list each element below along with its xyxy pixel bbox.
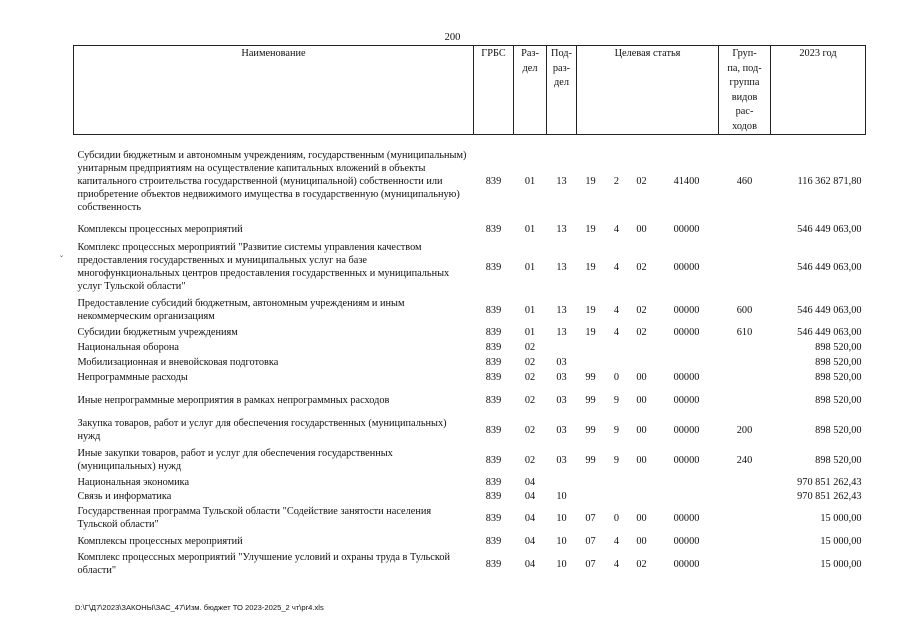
row-target-type [605, 340, 629, 355]
row-target-direction: 00000 [673, 304, 700, 316]
row-target-element [629, 340, 655, 355]
row-expense-type: 240 [736, 454, 753, 466]
row-target-element: 00 [636, 372, 647, 383]
table-row [74, 239, 866, 295]
row-razdel: 04 [524, 558, 536, 570]
row-amount: 970 851 262,43 [797, 476, 862, 488]
row-razdel: 01 [524, 327, 536, 338]
row-expense-type [719, 355, 771, 370]
table-row [74, 325, 866, 340]
row-grbs: 839 [485, 512, 502, 524]
row-grbs: 839 [485, 357, 502, 368]
row-grbs: 839 [485, 424, 502, 436]
row-target-element: 00 [636, 394, 647, 406]
row-expense-type [719, 533, 771, 549]
row-podrazdel: 03 [556, 454, 567, 466]
row-expense-type [719, 370, 771, 385]
row-razdel: 04 [524, 490, 536, 502]
row-target-type: 4 [613, 304, 620, 316]
row-podrazdel: 13 [556, 175, 567, 187]
row-razdel: 01 [524, 261, 536, 273]
table-header-row [74, 46, 866, 135]
row-grbs: 839 [485, 327, 502, 338]
row-amount: 15 000,00 [820, 512, 862, 524]
row-target-element: 02 [636, 327, 647, 338]
row-name: Субсидии бюджетным и автономным учреждениям, государственным (муниципальным) унитарным предприятиям на осуществление капитальных вложений в объекты капитального строительства государственной (муниципальной) собственности или приобретение объектов недвижимого имущества в государственную (муниципальную) собственность [77, 149, 467, 213]
row-name: Национальная оборона [77, 342, 179, 353]
row-amount: 546 449 063,00 [797, 304, 862, 316]
row-amount: 15 000,00 [820, 535, 862, 547]
row-amount: 970 851 262,43 [797, 490, 862, 502]
row-target-type [605, 489, 629, 503]
row-expense-type [719, 239, 771, 295]
row-podrazdel: 03 [556, 424, 567, 436]
row-target-direction: 00000 [673, 261, 700, 273]
row-amount: 546 449 063,00 [797, 223, 862, 235]
row-expense-type [719, 340, 771, 355]
row-podrazdel: 10 [556, 512, 567, 524]
row-target-element: 02 [636, 304, 647, 316]
row-razdel: 01 [524, 223, 536, 235]
row-razdel: 02 [524, 372, 536, 383]
row-target-program: 07 [585, 558, 596, 570]
row-target-direction: 00000 [673, 327, 700, 338]
table-row [74, 295, 866, 325]
row-podrazdel [547, 475, 577, 489]
row-grbs: 839 [485, 394, 502, 406]
row-amount: 898 520,00 [815, 394, 862, 406]
row-grbs: 839 [485, 535, 502, 547]
row-target-direction: 00000 [673, 223, 700, 235]
row-target-element: 00 [636, 223, 647, 235]
row-amount: 546 449 063,00 [797, 261, 862, 273]
row-grbs: 839 [485, 476, 502, 488]
row-name: Комплекс процессных мероприятий "Развитие системы управления качеством предоставления государственных и муниципальных услуг на базе многофункциональных центров предоставления государственных и муниципальных услуг Тульской области" [77, 242, 450, 292]
row-razdel: 02 [524, 454, 536, 466]
row-target-direction [655, 489, 719, 503]
row-razdel: 02 [524, 424, 536, 436]
row-target-type [605, 355, 629, 370]
row-amount: 898 520,00 [815, 372, 862, 383]
table-row [74, 445, 866, 475]
page-number: 200 [444, 32, 461, 43]
budget-table [73, 45, 866, 579]
row-target-element: 02 [636, 261, 647, 273]
row-amount: 898 520,00 [815, 357, 862, 368]
row-target-type: 4 [613, 223, 620, 235]
row-grbs: 839 [485, 342, 502, 353]
table-row [74, 370, 866, 385]
row-target-type: 4 [613, 261, 620, 273]
row-target-program: 19 [585, 304, 596, 316]
row-amount: 15 000,00 [820, 558, 862, 570]
table-row [74, 415, 866, 445]
row-name: Иные закупки товаров, работ и услуг для обеспечения государственных (муниципальных) нужд [77, 448, 393, 472]
table-row [74, 385, 866, 415]
row-target-direction: 00000 [673, 512, 700, 524]
row-expense-type: 600 [736, 304, 753, 316]
row-podrazdel: 13 [556, 304, 567, 316]
row-target-element: 00 [636, 424, 647, 436]
row-name: Государственная программа Тульской области "Содействие занятости населения Тульской области" [77, 506, 432, 530]
row-target-element: 02 [636, 175, 647, 187]
row-grbs: 839 [485, 558, 502, 570]
row-grbs: 839 [485, 175, 502, 187]
row-target-type: 0 [613, 512, 620, 524]
row-razdel: 04 [524, 535, 536, 547]
header-name: Наименование [74, 46, 474, 135]
row-razdel: 01 [524, 175, 536, 187]
row-target-direction: 00000 [673, 424, 700, 436]
row-target-program: 19 [585, 223, 596, 235]
row-target-program: 99 [585, 394, 596, 406]
row-target-program [577, 340, 605, 355]
row-target-element [629, 489, 655, 503]
row-target-direction [655, 475, 719, 489]
row-expense-type: 460 [736, 175, 753, 187]
row-podrazdel: 03 [556, 372, 567, 383]
row-target-program: 19 [585, 327, 596, 338]
row-target-program: 07 [585, 512, 596, 524]
header-target: Целевая статья [577, 46, 719, 135]
row-name: Субсидии бюджетным учреждениям [77, 327, 238, 338]
row-razdel: 02 [524, 357, 536, 368]
row-target-program: 19 [585, 175, 596, 187]
header-amount: 2023 год [771, 46, 866, 135]
row-target-program [577, 489, 605, 503]
row-grbs: 839 [485, 372, 502, 383]
row-target-element: 00 [636, 512, 647, 524]
row-podrazdel: 10 [556, 490, 567, 502]
row-razdel: 01 [524, 304, 536, 316]
row-expense-type [719, 489, 771, 503]
row-name: Предоставление субсидий бюджетным, автономным учреждениям и иным некоммерческим организациям [77, 298, 405, 322]
row-target-element [629, 475, 655, 489]
row-target-type: 4 [613, 558, 620, 570]
row-name: Мобилизационная и вневойсковая подготовка [77, 357, 279, 368]
row-target-direction: 00000 [673, 454, 700, 466]
row-target-program [577, 355, 605, 370]
row-target-program: 99 [585, 372, 596, 383]
row-grbs: 839 [485, 223, 502, 235]
stray-mark: ˘ [60, 254, 63, 264]
row-amount: 898 520,00 [815, 424, 862, 436]
row-target-element: 00 [636, 454, 647, 466]
row-podrazdel: 10 [556, 558, 567, 570]
row-podrazdel: 13 [556, 223, 567, 235]
row-name: Непрограммные расходы [77, 372, 188, 383]
row-target-type: 2 [613, 175, 620, 187]
row-podrazdel [547, 340, 577, 355]
row-razdel: 02 [524, 394, 536, 406]
row-expense-type: 610 [736, 327, 753, 338]
row-grbs: 839 [485, 454, 502, 466]
row-target-element [629, 355, 655, 370]
row-podrazdel: 10 [556, 535, 567, 547]
row-target-type: 9 [613, 394, 620, 406]
row-target-program: 07 [585, 535, 596, 547]
row-podrazdel: 13 [556, 261, 567, 273]
row-target-direction: 41400 [673, 175, 700, 187]
row-amount: 898 520,00 [815, 454, 862, 466]
row-podrazdel: 03 [556, 394, 567, 406]
row-target-type: 4 [613, 535, 620, 547]
row-target-program: 99 [585, 454, 596, 466]
row-grbs: 839 [485, 261, 502, 273]
row-target-program [577, 475, 605, 489]
row-target-program: 19 [585, 261, 596, 273]
row-expense-type [719, 549, 771, 579]
row-amount: 116 362 871,80 [797, 175, 862, 187]
row-expense-type [719, 475, 771, 489]
table-row [74, 533, 866, 549]
row-razdel: 02 [524, 342, 536, 353]
table-row [74, 355, 866, 370]
row-name: Комплексы процессных мероприятий [77, 223, 243, 235]
row-expense-type [719, 219, 771, 239]
row-target-program: 99 [585, 424, 596, 436]
row-target-direction [655, 340, 719, 355]
row-grbs: 839 [485, 304, 502, 316]
table-row [74, 475, 866, 489]
table-row [74, 549, 866, 579]
row-target-type: 4 [613, 327, 620, 338]
row-target-direction: 00000 [673, 394, 700, 406]
table-row [74, 340, 866, 355]
row-name: Иные непрограммные мероприятия в рамках непрограммных расходов [77, 394, 390, 406]
row-name: Комплексы процессных мероприятий [77, 535, 243, 547]
row-target-direction [655, 355, 719, 370]
row-name: Национальная экономика [77, 476, 190, 488]
row-target-element: 00 [636, 535, 647, 547]
row-expense-type [719, 503, 771, 533]
header-podrazdel: Под- раз- дел [547, 46, 577, 135]
row-expense-type [719, 385, 771, 415]
row-target-direction: 00000 [673, 372, 700, 383]
row-target-type: 9 [613, 424, 620, 436]
row-podrazdel: 03 [556, 357, 567, 368]
table-row [74, 489, 866, 503]
table-row [74, 143, 866, 219]
row-target-direction: 00000 [673, 535, 700, 547]
row-target-type: 9 [613, 454, 620, 466]
row-name: Закупка товаров, работ и услуг для обеспечения государственных (муниципальных) нужд [77, 418, 447, 442]
row-name: Связь и информатика [77, 490, 172, 502]
table-row [74, 503, 866, 533]
header-grbs: ГРБС [474, 46, 514, 135]
row-amount: 898 520,00 [815, 342, 862, 353]
row-amount: 546 449 063,00 [797, 327, 862, 338]
table-body [74, 135, 866, 580]
row-razdel: 04 [524, 476, 536, 488]
row-grbs: 839 [485, 490, 502, 502]
table-row [74, 219, 866, 239]
row-target-element: 02 [636, 558, 647, 570]
row-podrazdel: 13 [556, 327, 567, 338]
row-razdel: 04 [524, 512, 536, 524]
row-target-direction: 00000 [673, 558, 700, 570]
row-expense-type: 200 [736, 424, 753, 436]
row-target-type: 0 [613, 372, 620, 383]
row-name: Комплекс процессных мероприятий "Улучшение условий и охраны труда в Тульской области" [77, 552, 450, 576]
header-vid: Груп- па, под- группа видов рас- ходов [719, 46, 771, 135]
footer-file-path: D:\Г\Д7\2023\ЗАКОНЫ\ЗАС_47\Изм. бюджет ТО 2023-2025_2 чт\pr4.xls [75, 603, 324, 612]
row-target-type [605, 475, 629, 489]
header-razdel: Раз- дел [514, 46, 547, 135]
